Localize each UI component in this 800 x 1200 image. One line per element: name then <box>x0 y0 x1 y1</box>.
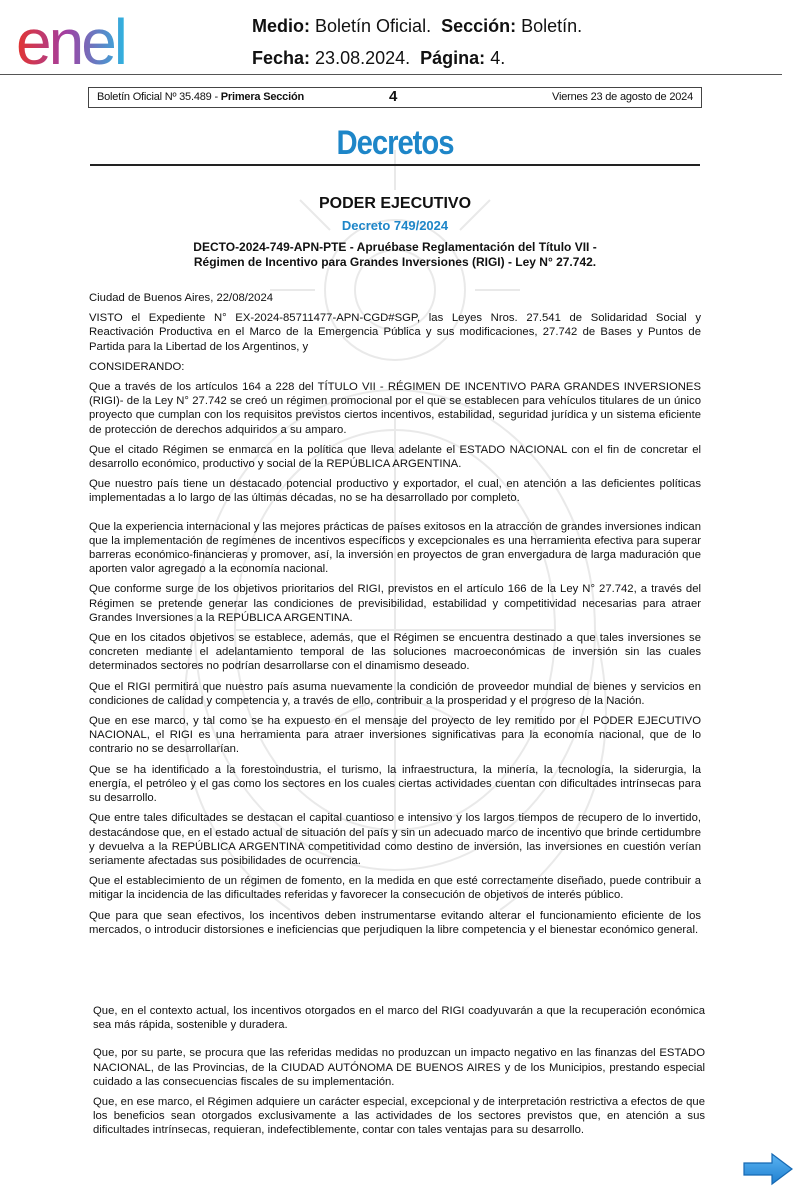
bulletin-page-number: 4 <box>389 88 398 105</box>
section-divider <box>90 164 700 166</box>
decree-title <box>130 240 660 270</box>
seccion-value: Boletín. <box>521 16 583 36</box>
paragraph: Que, en el contexto actual, los incentivos otorgados en el marco del RIGI coadyuvarán a que la recuperación económica sea más rápida, sostenible y duradera. <box>93 1005 705 1032</box>
paragraph: Que el establecimiento de un régimen de fomento, en la medida en que esté correctamente diseñado, puede contribuir a mitigar la incidencia de las dificultades referidas y favorecer la consecución de objetivos de interés público. <box>89 875 701 902</box>
pagina-label: Página: <box>420 48 486 68</box>
paragraph: Que en los citados objetivos se establece, además, que el Régimen se encuentra destinado a que tales inversiones se concreten mediante el adelantamiento temporal de las soluciones macroeconómicas de inversión sin las cuales determinados sectores no podrían desarrollarse con el dinamismo deseado. <box>89 632 701 673</box>
section-title: Decretos <box>336 124 454 162</box>
paragraph: Que nuestro país tiene un destacado potencial productivo y exportador, el cual, en atención a las deficientes políticas implementadas a lo largo de las últimas décadas, no se ha desarrollado por completo. <box>89 478 701 505</box>
medio-label: Medio: <box>252 16 310 36</box>
decree-body-continued <box>93 1004 705 1144</box>
bulletin-issue <box>97 91 304 103</box>
clipping-meta-line1 <box>252 10 582 42</box>
paragraph: Que se ha identificado a la forestoindustria, el turismo, la infraestructura, la minería, la tecnología, la siderurgia, la energía, el petróleo y el gas como los sectores en los cuales ciertas actividades cuentan con dificultades intrínsecas para su desarrollo. <box>89 763 701 805</box>
paragraph: CONSIDERANDO: <box>89 360 185 373</box>
paragraph: VISTO el Expediente N° EX-2024-85711477-APN-CGD#SGP, las Leyes Nros. 27.541 de Solidaridad Social y Reactivación Productiva en el Marco de la Emergencia Pública y sus modificaciones, 27.742 de Bases y Puntos de Partida para la Libertad de los Argentinos, y <box>89 312 701 353</box>
paragraph: Que, en ese marco, el Régimen adquiere un carácter especial, excepcional y de interpretación restrictiva a efectos de que los beneficios sean otorgados exclusivamente a las actividades de los sectores previstos que, en atención a sus dificultades intrínsecas, requieran, indefectiblemente, contar con tales ventajas para su desarrollo. <box>93 1096 705 1137</box>
paragraph: Que el RIGI permitirá que nuestro país asuma nuevamente la condición de proveedor mundial de bienes y servicios en condiciones de calidad y competencia y, a través de ello, contribuir a la prosperidad y el progreso de la Nación. <box>89 680 701 707</box>
paragraph: Que conforme surge de los objetivos prioritarios del RIGI, previstos en el artículo 166 de la Ley N° 27.742, a través del Régimen se pretende generar las condiciones de previsibilidad, estabilidad y competitividad necesarias para atraer Grandes Inversiones a la REPÚBLICA ARGENTINA. <box>89 583 701 624</box>
paragraph: Ciudad de Buenos Aires, 22/08/2024 <box>89 292 274 304</box>
arrow-right-icon[interactable] <box>742 1152 794 1186</box>
paragraph: Que el citado Régimen se enmarca en la política que lleva adelante el ESTADO NACIONAL con el fin de concretar el desarrollo económico, productivo y social de la REPÚBLICA ARGENTINA. <box>89 443 701 471</box>
enel-logo <box>16 8 180 70</box>
paragraph: Que para que sean efectivos, los incentivos deben instrumentarse evitando alterar el funcionamiento eficiente de los mercados, o introducir distorsiones e ineficiencias que perjudiquen la libre competencia y el bienestar económico general. <box>89 909 701 936</box>
paragraph: Que entre tales dificultades se destacan el capital cuantioso e intensivo y los largos tiempos de recupero de lo invertido, destacándose que, en el estado actual de situación del país y sin un adecuado marco de incentivo que brinde certidumbre y devuelva a la REPÚBLICA ARGENTINA competitividad como destino de inversión, las inversiones en cuestión verían seriamente afectadas sus posibilidades de ocurrencia. <box>89 812 701 867</box>
paragraph: Que, por su parte, se procura que las referidas medidas no produzcan un impacto negativo en las finanzas del ESTADO NACIONAL, de las Provincias, de la CIUDAD AUTÓNOMA DE BUENOS AIRES y de los Municipios, prestando especial cuidado a las consecuencias fiscales de su implementación. <box>93 1047 705 1088</box>
bulletin-header <box>88 87 702 108</box>
fecha-label: Fecha: <box>252 48 311 68</box>
paragraph: Que a través de los artículos 164 a 228 del TÍTULO VII - RÉGIMEN DE INCENTIVO PARA GRANDES INVERSIONES (RIGI)- de la Ley N° 27.742 se creó un régimen promocional por el que se establecen para vehículos titulares de un único proyecto que cumplan con los requisitos previstos ciertos incentivos, estabilidad, seguridad jurídica y un sistema eficiente de protección de derechos adquiridos a su amparo. <box>89 381 701 436</box>
clipping-divider <box>0 74 782 75</box>
logo-wordmark: enel <box>16 8 125 70</box>
pagina-value: 4. <box>490 48 506 68</box>
decree-title-line2: Régimen de Incentivo para Grandes Inversiones (RIGI) - Ley N° 27.742. <box>193 255 597 269</box>
bulletin-section: Primera Sección <box>220 91 304 103</box>
decree-issuer: PODER EJECUTIVO <box>318 195 472 212</box>
decree-title-line1: DECTO-2024-749-APN-PTE - Apruébase Reglamentación del Título VII - <box>193 240 597 254</box>
paragraph: Que la experiencia internacional y las mejores prácticas de países exitosos en la atracción de grandes inversiones indican que la implementación de regímenes de incentivos específicos y excepcionales es una herramienta efectiva para superar barreras económico-financieras y promover, así, la inversión en proyectos de gran envergadura de larga maduración que aporten valor agregado a la economía nacional. <box>89 520 701 576</box>
clipping-meta-line2 <box>252 42 582 74</box>
seccion-label: Sección: <box>441 16 517 36</box>
bulletin-issue-prefix: Boletín Oficial Nº 35.489 - <box>97 91 221 103</box>
decree-number: Decreto 749/2024 <box>341 218 449 233</box>
bulletin-date: Viernes 23 de agosto de 2024 <box>552 91 693 103</box>
clipping-meta <box>252 10 582 74</box>
fecha-value: 23.08.2024. <box>315 48 411 68</box>
paragraph: Que en ese marco, y tal como se ha expuesto en el mensaje del proyecto de ley remitido por el PODER EJECUTIVO NACIONAL, el RIGI es una herramienta para atraer inversiones significativas para la economía nacional, que de lo contrario no se desarrollarían. <box>89 715 701 756</box>
medio-value: Boletín Oficial. <box>315 16 432 36</box>
decree-body <box>89 291 701 943</box>
